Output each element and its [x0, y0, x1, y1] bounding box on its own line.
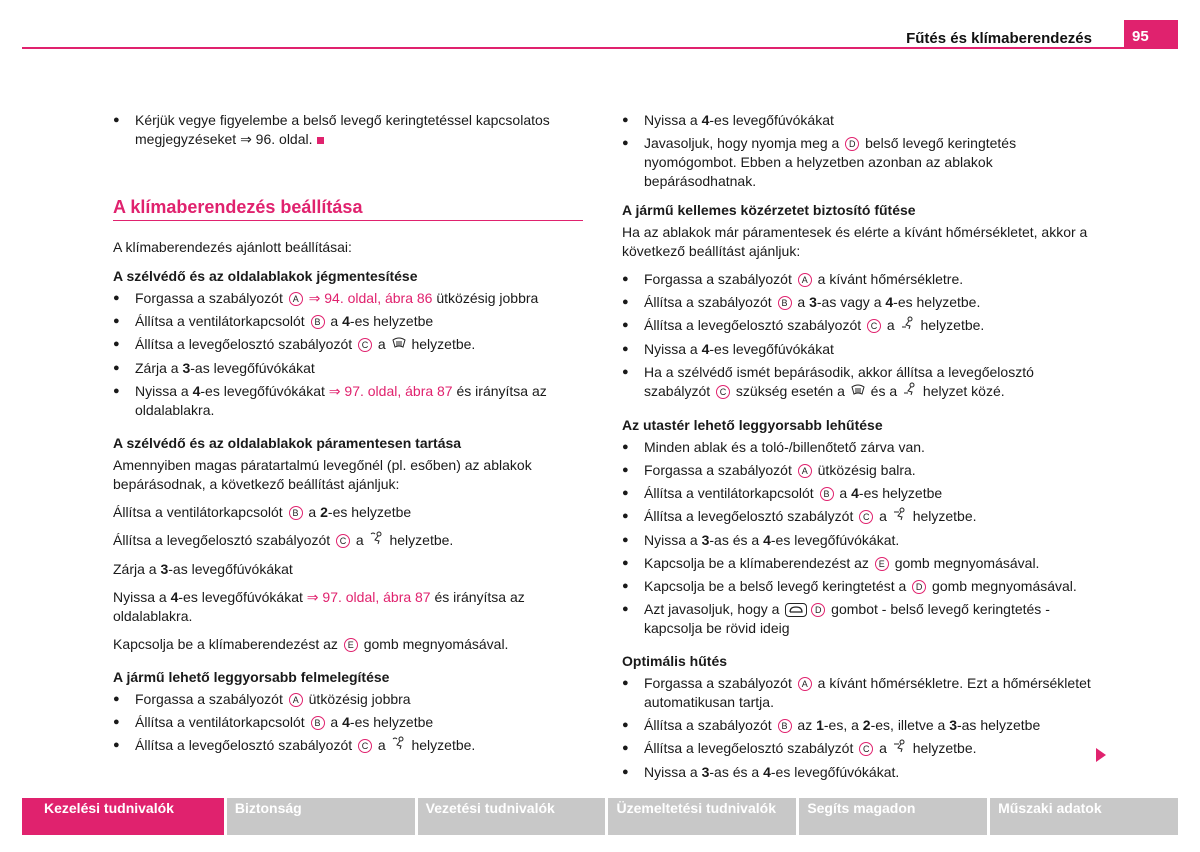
list-item: ● Javasoljuk, hogy nyomja meg a D belső levegő keringtetés nyomógombot. Ebben a helyzetben azonban az ablakok bepárásodhatnak.	[622, 134, 1100, 191]
control-e-icon: E	[875, 557, 889, 571]
header-rule	[22, 47, 1178, 49]
list-item: ● Zárja a 3-as levegőfúvókákat	[113, 359, 583, 378]
left-column	[113, 111, 583, 760]
paragraph: Állítsa a levegőelosztó szabályozót C a helyzetbe.	[113, 531, 583, 551]
list-item: ● Állítsa a levegőelosztó szabályzót C a helyzetbe.	[622, 739, 1100, 759]
list-item: ● Állítsa a szabályozót B a 3-as vagy a 4-es helyzetbe.	[622, 293, 1100, 312]
list-item: ● Forgassa a szabályozót A ütközésig jobbra	[113, 690, 583, 709]
tab-vezetesi-tudnivalok[interactable]: Vezetési tudnivalók	[418, 798, 606, 835]
list-item: ● Nyissa a 3-as és a 4-es levegőfúvókákat.	[622, 763, 1100, 782]
list-item: ● Állítsa a levegőelosztó szabályozót C a helyzetbe.	[622, 316, 1100, 336]
control-a-icon: A	[798, 464, 812, 478]
subheading: A jármű kellemes közérzetet biztosító fűtése	[622, 202, 916, 218]
control-d-icon: D	[811, 603, 825, 617]
tab-biztonsag[interactable]: Biztonság	[227, 798, 415, 835]
windshield-defrost-icon	[851, 383, 865, 402]
list-item: ● Nyissa a 4-es levegőfúvókákat ⇒ 97. oldal, ábra 87 és irányítsa az oldalablakra.	[113, 382, 583, 420]
control-a-icon: A	[798, 677, 812, 691]
control-b-icon: B	[311, 716, 325, 730]
cross-reference[interactable]: ⇒ 94. oldal, ábra 86	[308, 290, 433, 306]
list-item: ● Azt javasoljuk, hogy a D gombot - belső levegő keringtetés - kapcsolja be rövid ideig	[622, 600, 1100, 638]
list-item: ● Forgassa a szabályozót A a kívánt hőmérsékletre. Ezt a hőmérsékletet automatikusan tartja.	[622, 674, 1100, 712]
paragraph: Zárja a 3-as levegőfúvókákat	[113, 561, 293, 577]
list-item: ● Forgassa a szabályozót A ⇒ 94. oldal, ábra 86 ütközésig jobbra	[113, 289, 583, 308]
cross-reference[interactable]: ⇒ 97. oldal, ábra 87	[328, 383, 453, 399]
face-vent-icon	[893, 739, 907, 759]
list-item: ● Minden ablak és a toló-/billenőtető zárva van.	[622, 438, 1100, 457]
page-number: 95	[1124, 20, 1178, 48]
list-item: ● Kapcsolja be a belső levegő keringtetést a D gomb megnyomásával.	[622, 577, 1100, 596]
list-item: ● Állítsa a levegőelosztó szabályzót C a helyzetbe.	[622, 507, 1100, 527]
control-a-icon: A	[289, 292, 303, 306]
control-c-icon: C	[336, 534, 350, 548]
control-c-icon: C	[358, 338, 372, 352]
list-item: ● Állítsa a ventilátorkapcsolót B a 4-es helyzetbe	[113, 713, 583, 732]
recirculation-icon	[785, 603, 807, 617]
control-a-icon: A	[289, 693, 303, 707]
list-item: ● Nyissa a 4-es levegőfúvókákat	[622, 340, 1100, 359]
paragraph: Nyissa a 4-es levegőfúvókákat ⇒ 97. oldal, ábra 87 és irányítsa az oldalablakra.	[113, 589, 525, 624]
section-heading: A klímaberendezés beállítása	[113, 195, 583, 221]
control-c-icon: C	[716, 385, 730, 399]
list-item: ● Forgassa a szabályozót A a kívánt hőmérsékletre.	[622, 270, 1100, 289]
list-item: ● Nyissa a 3-as és a 4-es levegőfúvókákat.	[622, 531, 1100, 550]
subheading: A szélvédő és az oldalablakok páramentesen tartása	[113, 435, 462, 451]
windshield-defrost-icon	[392, 336, 406, 355]
subheading: A jármű lehető leggyorsabb felmelegítése	[113, 669, 390, 685]
subheading: Az utastér lehető leggyorsabb lehűtése	[622, 417, 883, 433]
paragraph: Állítsa a ventilátorkapcsolót B a 2-es helyzetbe	[113, 504, 412, 520]
control-b-icon: B	[311, 315, 325, 329]
feet-vent-icon	[903, 382, 917, 402]
paragraph: Kapcsolja be a klímaberendezést az E gomb megnyomásával.	[113, 636, 509, 652]
page-header-title: Fűtés és klímaberendezés	[906, 30, 1092, 47]
subheading: A szélvédő és az oldalablakok jégmentesítése	[113, 268, 418, 284]
next-page-arrow-icon[interactable]	[1096, 748, 1106, 762]
paragraph: Amennyiben magas páratartalmú levegőnél (pl. esőben) az ablakok bepárásodnak, a következő beállítást ajánljuk:	[113, 457, 532, 492]
control-b-icon: B	[820, 487, 834, 501]
paragraph: A klímaberendezés ajánlott beállításai:	[113, 239, 352, 255]
list-item: ● Ha a szélvédő ismét bepárásodik, akkor állítsa a levegőelosztó szabályzót C szükség esetén a és a helyzet közé.	[622, 363, 1100, 402]
control-d-icon: D	[912, 580, 926, 594]
tab-kezelesi-tudnivalok[interactable]: Kezelési tudnivalók	[22, 798, 224, 835]
cross-reference[interactable]: ⇒ 97. oldal, ábra 87	[306, 589, 431, 605]
face-vent-icon	[893, 507, 907, 527]
control-b-icon: B	[778, 719, 792, 733]
footer-nav	[22, 798, 1178, 835]
control-b-icon: B	[289, 506, 303, 520]
section-end-mark	[317, 137, 324, 144]
arrow-ref-icon: ⇒	[240, 131, 252, 147]
tab-segits-magadon[interactable]: Segíts magadon	[799, 798, 987, 835]
tab-muszaki-adatok[interactable]: Műszaki adatok	[990, 798, 1178, 835]
control-c-icon: C	[867, 319, 881, 333]
feet-defrost-icon	[370, 531, 384, 551]
paragraph: Ha az ablakok már páramentesek és elérte a kívánt hőmérsékletet, akkor a következő beállítást ajánljuk:	[622, 224, 1088, 259]
control-c-icon: C	[358, 739, 372, 753]
list-item: ● Állítsa a levegőelosztó szabályozót C a helyzetbe.	[113, 335, 583, 355]
list-item: ● Kapcsolja be a klímaberendezést az E gomb megnyomásával.	[622, 554, 1100, 573]
list-item: ● Nyissa a 4-es levegőfúvókákat	[622, 111, 1100, 130]
control-c-icon: C	[859, 742, 873, 756]
list-item: ● Állítsa a szabályozót B az 1-es, a 2-es, illetve a 3-as helyzetbe	[622, 716, 1100, 735]
right-column	[622, 111, 1100, 786]
control-b-icon: B	[778, 296, 792, 310]
list-item: ● Állítsa a ventilátorkapcsolót B a 4-es helyzetbe	[113, 312, 583, 331]
subheading: Optimális hűtés	[622, 653, 728, 669]
list-item: ● Állítsa a ventilátorkapcsolót B a 4-es helyzetbe	[622, 484, 1100, 503]
control-a-icon: A	[798, 273, 812, 287]
control-c-icon: C	[859, 510, 873, 524]
control-e-icon: E	[344, 638, 358, 652]
tab-uzemeltetesi-tudnivalok[interactable]: Üzemeltetési tudnivalók	[608, 798, 796, 835]
feet-defrost-icon	[392, 736, 406, 756]
list-item: ● Kérjük vegye figyelembe a belső levegő keringtetéssel kapcsolatos megjegyzéseket ⇒ 96. oldal.	[113, 111, 583, 149]
feet-vent-icon	[901, 316, 915, 336]
control-d-icon: D	[845, 137, 859, 151]
list-item: ● Forgassa a szabályozót A ütközésig balra.	[622, 461, 1100, 480]
list-item: ● Állítsa a levegőelosztó szabályozót C a helyzetbe.	[113, 736, 583, 756]
